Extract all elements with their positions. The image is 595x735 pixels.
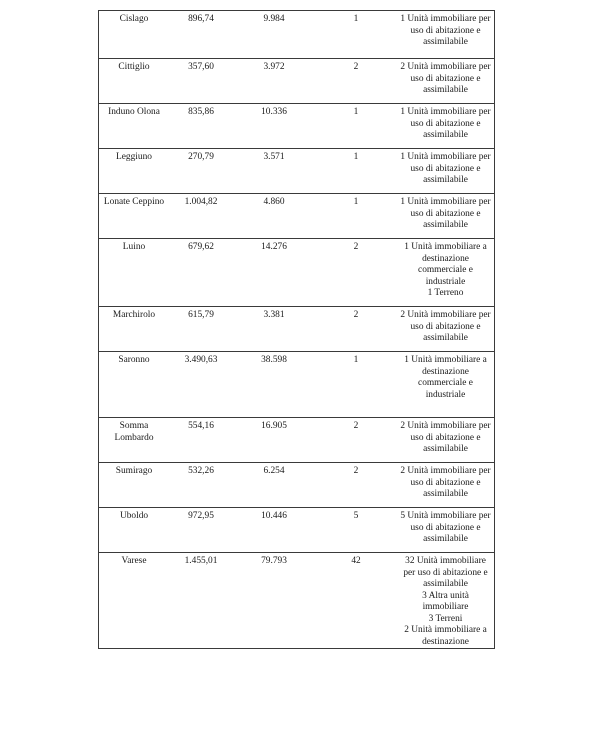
descrizione-line: uso di abitazione e: [410, 522, 481, 533]
numero-cell: 2: [315, 418, 397, 463]
descrizione-cell: [397, 149, 495, 194]
comune-cell: Cittiglio: [99, 59, 170, 104]
descrizione-line: 3 Altra unità: [422, 590, 469, 601]
descrizione-line: assimilabile: [423, 130, 468, 140]
table-row: [99, 553, 495, 649]
descrizione-cell: [397, 11, 495, 59]
valore-cell: 3.972: [233, 59, 315, 104]
valore-cell: 10.336: [233, 104, 315, 149]
table-row: [99, 352, 495, 418]
comune-cell: Marchirolo: [99, 307, 170, 352]
superficie-cell: 1.004,82: [169, 194, 233, 239]
descrizione-cell: [397, 553, 495, 649]
valore-cell: 38.598: [233, 352, 315, 418]
descrizione-cell: [397, 239, 495, 307]
table-row: [99, 418, 495, 463]
valore-cell: 16.905: [233, 418, 315, 463]
descrizione-line: uso di abitazione e: [410, 432, 481, 443]
descrizione-line: 1 Unità immobiliare per: [400, 14, 491, 24]
table-row: [99, 59, 495, 104]
descrizione-line: 1 Unità immobiliare a: [404, 242, 487, 252]
comune-cell: Somma Lombardo: [99, 418, 170, 463]
descrizione-line: 1 Unità immobiliare per: [400, 197, 491, 207]
comune-cell: Saronno: [99, 352, 170, 418]
table-row: [99, 194, 495, 239]
descrizione-line: assimilabile: [423, 333, 468, 343]
table-row: [99, 239, 495, 307]
descrizione-cell: [397, 418, 495, 463]
superficie-cell: 615,79: [169, 307, 233, 352]
table-row: [99, 307, 495, 352]
descrizione-cell: [397, 352, 495, 418]
numero-cell: 1: [315, 11, 397, 59]
descrizione-line: uso di abitazione e: [410, 118, 481, 129]
descrizione-line: 2 Unità immobiliare per: [400, 62, 491, 72]
valore-cell: 3.381: [233, 307, 315, 352]
superficie-cell: 357,60: [169, 59, 233, 104]
numero-cell: 1: [315, 194, 397, 239]
property-table: [98, 10, 495, 649]
comune-cell: Luino: [99, 239, 170, 307]
descrizione-line: 3 Terreni: [428, 613, 463, 624]
table-row: [99, 104, 495, 149]
descrizione-line: assimilabile: [423, 220, 468, 230]
superficie-cell: 554,16: [169, 418, 233, 463]
descrizione-line: 2 Unità immobiliare a: [404, 625, 487, 635]
superficie-cell: 972,95: [169, 508, 233, 553]
descrizione-line: uso di abitazione e: [410, 477, 481, 488]
numero-cell: 2: [315, 59, 397, 104]
descrizione-line: 5 Unità immobiliare per: [400, 511, 491, 521]
table-row: [99, 508, 495, 553]
numero-cell: 2: [315, 307, 397, 352]
descrizione-cell: [397, 307, 495, 352]
descrizione-line: 1 Unità immobiliare per: [400, 152, 491, 162]
comune-cell: Sumirago: [99, 463, 170, 508]
descrizione-line: 1 Terreno: [427, 288, 464, 298]
table-row: [99, 149, 495, 194]
superficie-cell: 1.455,01: [169, 553, 233, 649]
valore-cell: 3.571: [233, 149, 315, 194]
descrizione-line: 1 Unità immobiliare a: [404, 355, 487, 365]
numero-cell: 2: [315, 239, 397, 307]
descrizione-line: commerciale e: [418, 265, 473, 275]
comune-cell: Induno Olona: [99, 104, 170, 149]
valore-cell: 9.984: [233, 11, 315, 59]
numero-cell: 42: [315, 553, 397, 649]
valore-cell: 14.276: [233, 239, 315, 307]
descrizione-cell: [397, 463, 495, 508]
descrizione-line: uso di abitazione e: [410, 208, 481, 219]
descrizione-line: destinazione: [422, 636, 469, 647]
valore-cell: 10.446: [233, 508, 315, 553]
valore-cell: 6.254: [233, 463, 315, 508]
table-row: [99, 11, 495, 59]
superficie-cell: 3.490,63: [169, 352, 233, 418]
comune-cell: Varese: [99, 553, 170, 649]
comune-cell: Lonate Ceppino: [99, 194, 170, 239]
descrizione-cell: [397, 194, 495, 239]
descrizione-line: 2 Unità immobiliare per: [400, 421, 491, 431]
descrizione-line: uso di abitazione e: [410, 73, 481, 84]
numero-cell: 2: [315, 463, 397, 508]
descrizione-line: 1 Unità immobiliare per: [400, 107, 491, 117]
descrizione-line: immobiliare: [422, 602, 469, 612]
numero-cell: 1: [315, 352, 397, 418]
descrizione-line: uso di abitazione e: [410, 25, 481, 36]
descrizione-line: 32 Unità immobiliare: [405, 556, 486, 566]
valore-cell: 4.860: [233, 194, 315, 239]
comune-cell: Cislago: [99, 11, 170, 59]
valore-cell: 79.793: [233, 553, 315, 649]
numero-cell: 5: [315, 508, 397, 553]
comune-cell: Leggiuno: [99, 149, 170, 194]
superficie-cell: 835,86: [169, 104, 233, 149]
descrizione-line: destinazione: [422, 253, 469, 264]
comune-cell: Uboldo: [99, 508, 170, 553]
descrizione-cell: [397, 104, 495, 149]
descrizione-line: industriale: [425, 276, 466, 287]
descrizione-line: destinazione: [422, 366, 469, 377]
superficie-cell: 679,62: [169, 239, 233, 307]
superficie-cell: 896,74: [169, 11, 233, 59]
numero-cell: 1: [315, 104, 397, 149]
superficie-cell: 532,26: [169, 463, 233, 508]
descrizione-line: 2 Unità immobiliare per: [400, 310, 491, 320]
descrizione-line: assimilabile: [423, 489, 468, 499]
descrizione-line: commerciale e: [418, 378, 473, 388]
descrizione-cell: [397, 59, 495, 104]
descrizione-line: industriale: [425, 389, 466, 400]
descrizione-line: per uso di abitazione e: [403, 567, 488, 578]
superficie-cell: 270,79: [169, 149, 233, 194]
numero-cell: 1: [315, 149, 397, 194]
descrizione-line: assimilabile: [423, 579, 468, 589]
descrizione-line: assimilabile: [423, 534, 468, 544]
descrizione-line: uso di abitazione e: [410, 321, 481, 332]
descrizione-line: assimilabile: [423, 85, 468, 95]
descrizione-cell: [397, 508, 495, 553]
descrizione-line: assimilabile: [423, 37, 468, 47]
table-row: [99, 463, 495, 508]
descrizione-line: uso di abitazione e: [410, 163, 481, 174]
descrizione-line: assimilabile: [423, 175, 468, 185]
descrizione-line: 2 Unità immobiliare per: [400, 466, 491, 476]
descrizione-line: assimilabile: [423, 444, 468, 454]
